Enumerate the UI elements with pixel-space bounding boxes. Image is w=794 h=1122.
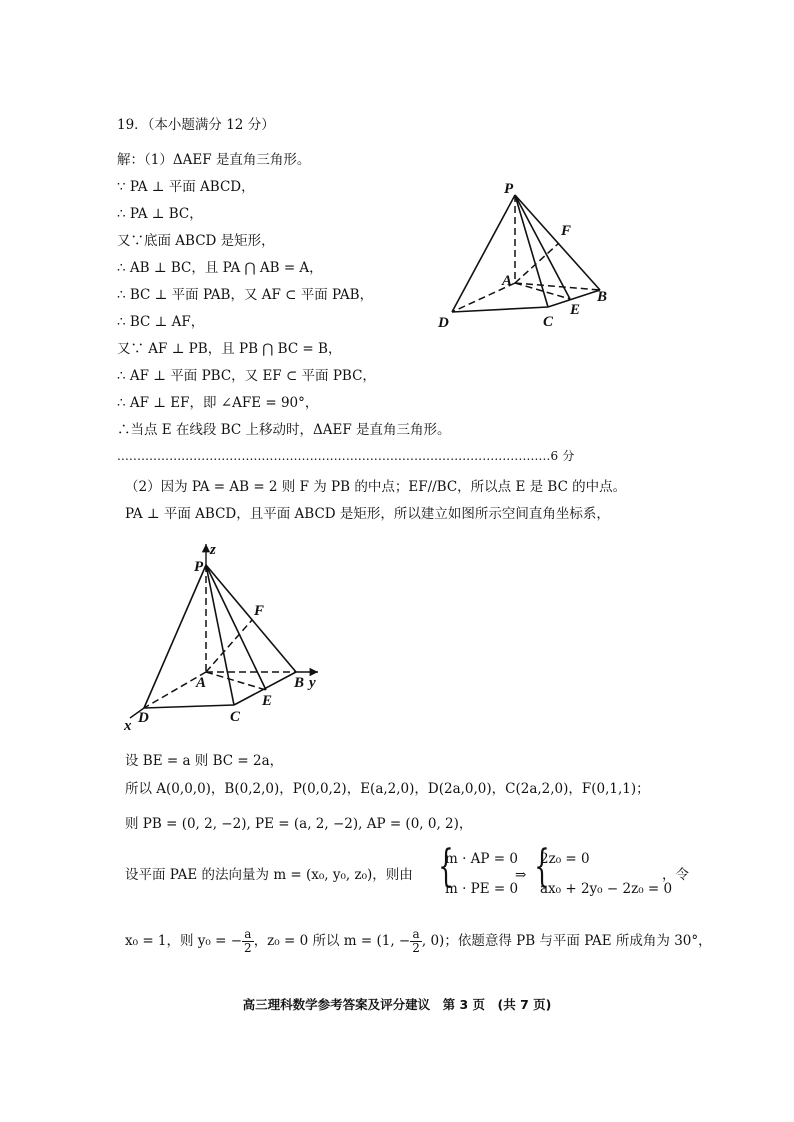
label2-y: y [309,675,316,691]
proof-line-7: ∴ BC ⊥ AF， [117,314,205,330]
edge-PD [452,195,515,312]
line7-part-c: , 0)；依题意得 PB 与平面 PAE 所成角为 30°， [421,933,712,949]
label-B: B [597,289,608,305]
edge-PC [515,195,548,307]
label2-z: z [210,542,216,558]
part2-line-6-post: ，令 [662,867,689,883]
fraction-denominator-2: 2 [412,941,420,955]
part2-line-2: PA ⊥ 平面 ABCD，且平面 ABCD 是矩形，所以建立如图所示空间直角坐标系， [125,506,610,522]
label-C: C [543,314,554,330]
proof-line-3: ∴ PA ⊥ BC， [117,206,203,222]
system-right-eq-2: ax₀ + 2y₀ − 2z₀ = 0 [540,881,673,897]
proof-line-11: ∴当点 E 在线段 BC 上移动时，ΔAEF 是直角三角形。 [117,422,451,438]
score-line: ............................................................................................................6 分 [117,449,575,463]
label2-B: B [294,675,305,691]
page-footer: 高三理科数学参考答案及评分建议 第 3 页 (共 7 页) [242,997,552,1012]
line7-part-a: x₀ = 1，则 y₀ = − [125,933,243,949]
fraction-denominator: 2 [244,941,252,955]
proof-line-6: ∴ BC ⊥ 平面 PAB，又 AF ⊂ 平面 PAB， [117,287,374,303]
edge2-AE-dashed [206,672,266,690]
edge2-PC [206,565,234,705]
proof-line-4: 又∵底面 ABCD 是矩形， [117,233,275,249]
label-E: E [570,302,581,318]
fraction-numerator-2: a [410,928,422,942]
proof-line-2: ∵ PA ⊥ 平面 ABCD， [117,179,255,195]
part2-line-4: 所以 A(0,0,0)，B(0,2,0)，P(0,0,2)，E(a,2,0)，D(2a,0,0)，C(2a,2,0)，F(0,1,1)； [125,781,650,797]
part2-line-5: 则 PB = (0, 2, −2), PE = (a, 2, −2), AP = (0, 0, 2)， [125,816,473,832]
pyramid-figure-2 [118,540,338,735]
system-brace-left: { [438,841,454,892]
label2-F: F [254,603,265,619]
fraction-a-over-2-second [410,928,422,955]
label2-P: P [194,559,204,575]
system-left-eq-1: m · AP = 0 [445,851,518,867]
label2-C: C [230,709,241,725]
part2-line-1: （2）因为 PA = AB = 2 则 F 为 PB 的中点；EF//BC，所以点 E 是 BC 的中点。 [125,479,627,495]
proof-line-8: 又∵ AF ⊥ PB，且 PB ⋂ BC = B， [117,341,342,357]
line7-part-b: ，z₀ = 0 所以 m = (1, − [253,933,411,949]
label2-D: D [138,710,149,726]
label-P: P [504,181,514,197]
system-brace-right: { [534,841,550,892]
part2-line-6-pre: 设平面 PAE 的法向量为 m = (x₀, y₀, z₀)，则由 [125,867,413,883]
label-D: D [438,315,449,331]
label2-E: E [262,693,273,709]
edge2-PB [206,565,296,672]
part2-line-3: 设 BE = a 则 BC = 2a， [125,753,284,769]
fraction-numerator: a [242,928,254,942]
pyramid-figure-1 [430,175,630,335]
proof-line-10: ∴ AF ⊥ EF，即 ∠AFE = 90°， [117,395,319,411]
proof-line-5: ∴ AB ⊥ BC，且 PA ⋂ AB = A， [117,260,323,276]
proof-line-1: 解：（1）ΔAEF 是直角三角形。 [117,152,311,168]
edge2-DC [144,705,234,708]
label2-A: A [196,675,207,691]
label-A: A [502,273,513,289]
proof-line-9: ∴ AF ⊥ 平面 PBC，又 EF ⊂ 平面 PBC， [117,368,376,384]
system-left-eq-2: m · PE = 0 [445,881,519,897]
fraction-a-over-2 [242,928,254,955]
edge-DC [452,307,548,312]
label-F: F [561,223,572,239]
system-right-eq-1: 2z₀ = 0 [540,851,590,867]
implies-arrow: ⇒ [515,867,527,883]
label2-x: x [124,718,132,734]
part2-line-7 [125,928,712,955]
edge-AF-dashed [515,243,559,283]
problem-header: 19．（本小题满分 12 分） [117,117,275,133]
